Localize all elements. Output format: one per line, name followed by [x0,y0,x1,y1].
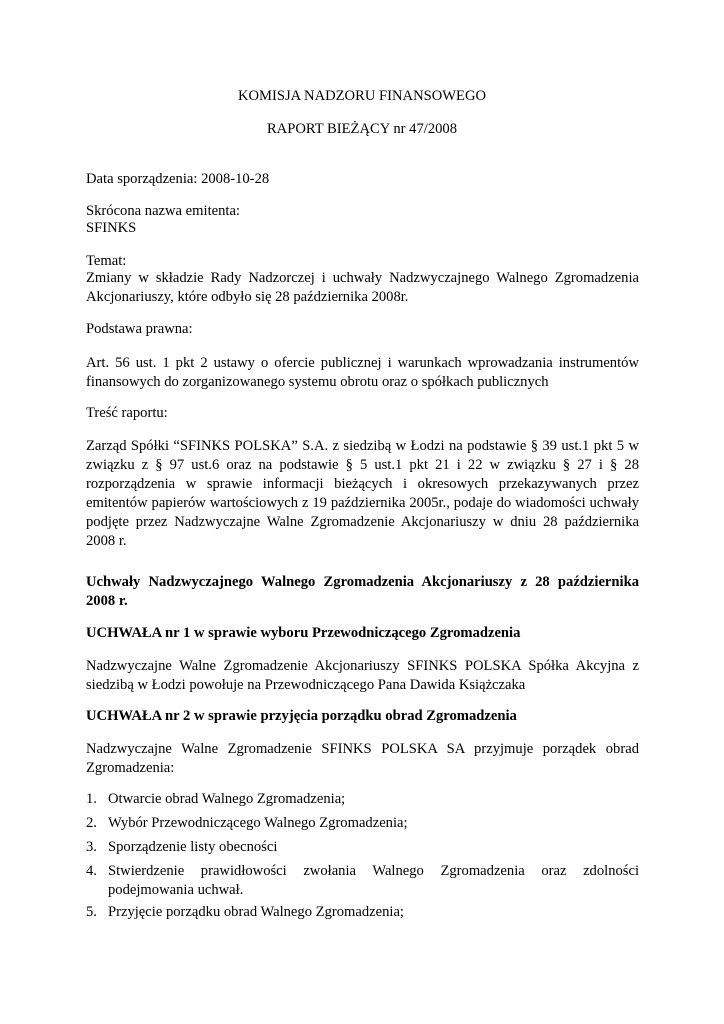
intro-paragraph: Zarząd Spółki “SFINKS POLSKA” S.A. z siedzibą w Łodzi na podstawie § 39 ust.1 pkt 5 w związku z § 97 ust.6 oraz na podstawie § 5 ust.1 pkt 21 i 22 w związku § 27 i § 28 rozporządzenia w sprawie informacji bieżących i okresowych przekazywanych przez emitentów papierów wartościowych z 19 października 2005r., podaje do wiadomości uchwały podjęte przez Nadzwyczajne Walne Zgromadzenie Akcjonariuszy w dniu 28 października 2008 r. [86,438,639,549]
subject-label: Temat: [86,253,127,269]
list-item-number: 3. [86,839,97,855]
date-line: Data sporządzenia: 2008-10-28 [86,171,270,187]
list-item-text: Przyjęcie porządku obrad Walnego Zgromadzenia; [108,904,404,920]
legal-basis-label: Podstawa prawna: [86,321,193,337]
list-item-number: 4. [86,863,97,879]
list-item-text: Stwierdzenie prawidłowości zwołania Walnego Zgromadzenia oraz zdolności podejmowania uchwał. [108,863,639,898]
resolution-2-heading: UCHWAŁA nr 2 w sprawie przyjęcia porządku obrad Zgromadzenia [86,708,517,724]
issuer-value: SFINKS [86,220,137,236]
resolution-1-heading: UCHWAŁA nr 1 w sprawie wyboru Przewodniczącego Zgromadzenia [86,625,521,641]
resolutions-heading: Uchwały Nadzwyczajnego Walnego Zgromadzenia Akcjonariuszy z 28 października 2008 r. [86,574,639,609]
list-item-text: Sporządzenie listy obecności [108,839,278,855]
list-item-number: 1. [86,791,97,807]
content-label: Treść raportu: [86,405,168,421]
list-item-number: 5. [86,904,97,920]
issuer-label: Skrócona nazwa emitenta: [86,203,240,219]
institution-heading: KOMISJA NADZORU FINANSOWEGO [237,88,487,104]
list-item-text: Wybór Przewodniczącego Walnego Zgromadzenia; [108,815,408,831]
report-title: RAPORT BIEŻĄCY nr 47/2008 [266,121,458,137]
list-item-text: Otwarcie obrad Walnego Zgromadzenia; [108,791,346,807]
resolution-2-text: Nadzwyczajne Walne Zgromadzenie SFINKS POLSKA SA przyjmuje porządek obrad Zgromadzenia: [86,741,639,776]
list-item-number: 2. [86,815,97,831]
legal-basis-value: Art. 56 ust. 1 pkt 2 ustawy o ofercie publicznej i warunkach wprowadzania instrumentów finansowych do zorganizowanego systemu obrotu oraz o spółkach publicznych [86,355,639,390]
subject-value: Zmiany w składzie Rady Nadzorczej i uchwały Nadzwyczajnego Walnego Zgromadzenia Akcjonariuszy, które odbyło się 28 października 2008r. [86,270,639,305]
resolution-1-text: Nadzwyczajne Walne Zgromadzenie Akcjonariuszy SFINKS POLSKA Spółka Akcyjna z siedzibą w Łodzi powołuje na Przewodniczącego Pana Dawida Książczaka [86,658,639,693]
